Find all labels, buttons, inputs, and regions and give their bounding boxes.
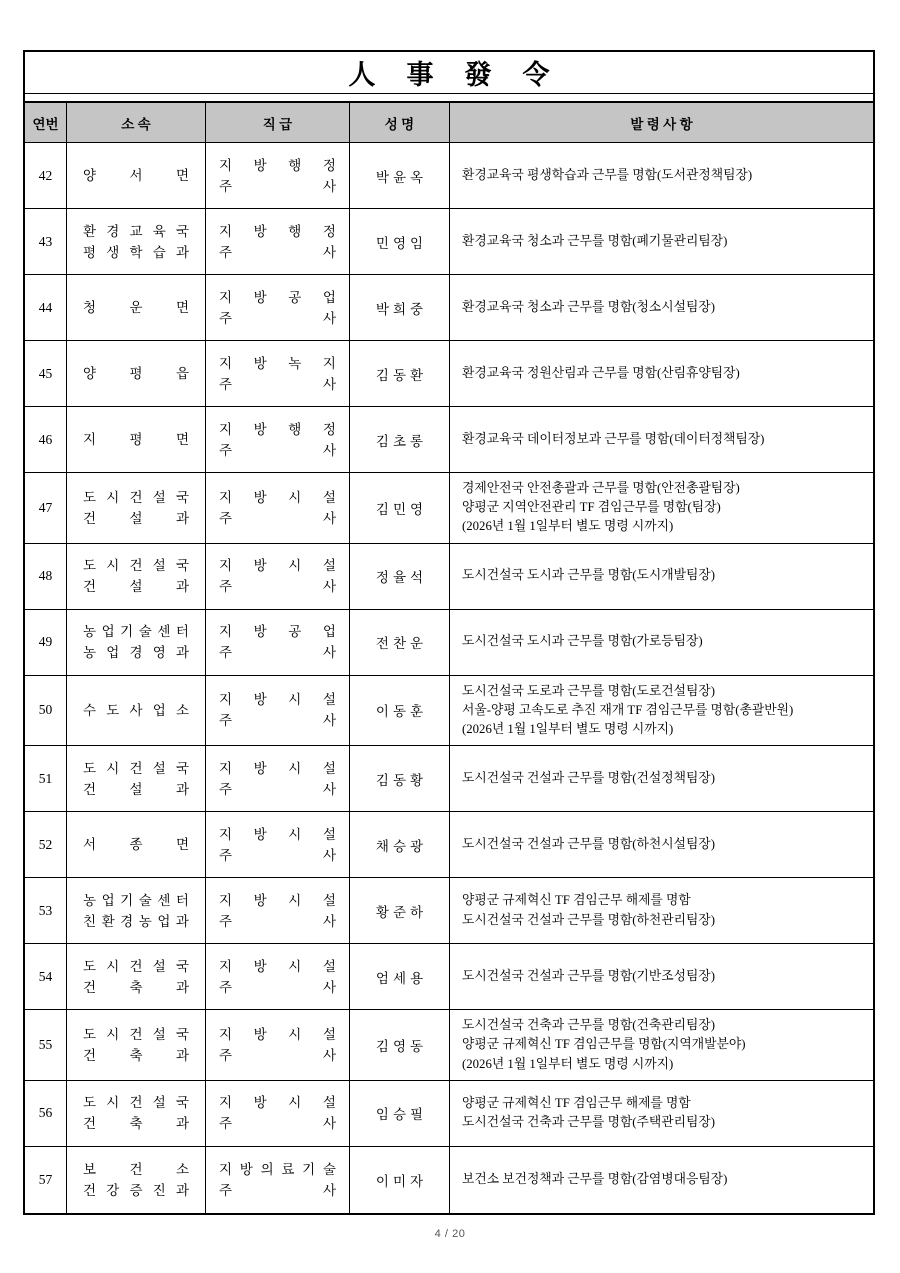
cell-serial-number: 55 [25, 1010, 67, 1080]
cell-name: 이동훈 [350, 676, 450, 746]
cell-name: 김동황 [350, 746, 450, 811]
cell-rank: 지 방 시 설 주 사 [206, 878, 350, 943]
table-rows [25, 143, 873, 1213]
cell-name: 김민영 [350, 473, 450, 543]
cell-serial-number: 56 [25, 1081, 67, 1146]
order-line: 환경교육국 청소과 근무를 명함(폐기물관리팀장) [462, 233, 728, 248]
document-page [23, 50, 875, 1215]
table-row [25, 1010, 873, 1081]
table-row [25, 610, 873, 676]
table-header-row [25, 103, 873, 143]
cell-department: 농 업 기 술 센 터 농 업 경 영 과 [67, 610, 206, 675]
cell-department: 도 시 건 설 국 건 축 과 [67, 1081, 206, 1146]
cell-department: 양 서 면 [67, 143, 206, 208]
order-line: 환경교육국 데이터정보과 근무를 명함(데이터정책팀장) [462, 431, 765, 446]
cell-department: 도 시 건 설 국 건 축 과 [67, 944, 206, 1009]
column-header-orders: 발 령 사 항 [630, 116, 693, 132]
table-row [25, 878, 873, 944]
order-line: 도시건설국 건설과 근무를 명함(건설정책팀장) [462, 771, 715, 786]
cell-name: 박희중 [350, 275, 450, 340]
cell-name: 김영동 [350, 1010, 450, 1080]
table-row [25, 473, 873, 544]
cell-rank: 지 방 시 설 주 사 [206, 944, 350, 1009]
table-row [25, 746, 873, 812]
table-row [25, 1147, 873, 1213]
cell-rank: 지 방 행 정 주 사 [206, 143, 350, 208]
order-line: 서울-양평 고속도로 추진 재개 TF 겸임근무를 명함(총괄반원) [462, 702, 794, 717]
order-line: (2026년 1월 1일부터 별도 명령 시까지) [462, 1056, 674, 1071]
cell-order-details [450, 812, 873, 877]
cell-name: 임승필 [350, 1081, 450, 1146]
table-row [25, 944, 873, 1010]
cell-order-details [450, 275, 873, 340]
cell-name: 박윤옥 [350, 143, 450, 208]
title-row [25, 52, 873, 94]
cell-order-details [450, 473, 873, 543]
cell-department: 환 경 교 육 국 평 생 학 습 과 [67, 209, 206, 274]
order-line: 환경교육국 청소과 근무를 명함(청소시설팀장) [462, 299, 715, 314]
order-line: 양평군 규제혁신 TF 겸임근무 해제를 명함 [462, 1096, 691, 1110]
order-line: 도시건설국 도로과 근무를 명함(도로건설팀장) [462, 683, 715, 698]
order-line: (2026년 1월 1일부터 별도 명령 시까지) [462, 519, 674, 534]
cell-rank: 지 방 시 설 주 사 [206, 746, 350, 811]
cell-rank: 지 방 시 설 주 사 [206, 544, 350, 609]
cell-department: 보 건 소 건 강 증 진 과 [67, 1147, 206, 1213]
cell-serial-number: 45 [25, 341, 67, 406]
cell-serial-number: 52 [25, 812, 67, 877]
table-row [25, 209, 873, 275]
cell-order-details [450, 209, 873, 274]
cell-rank: 지 방 행 정 주 사 [206, 407, 350, 472]
title-spacer [25, 94, 873, 103]
order-line: 도시건설국 건설과 근무를 명함(기반조성팀장) [462, 969, 715, 984]
column-header-name: 성 명 [350, 103, 450, 142]
cell-order-details [450, 878, 873, 943]
column-header-dept: 소 속 [67, 103, 206, 142]
cell-name: 민영임 [350, 209, 450, 274]
cell-serial-number: 43 [25, 209, 67, 274]
cell-rank: 지 방 시 설 주 사 [206, 1081, 350, 1146]
order-line: (2026년 1월 1일부터 별도 명령 시까지) [462, 721, 674, 736]
cell-order-details [450, 544, 873, 609]
order-line: 양평군 규제혁신 TF 겸임근무를 명함(지역개발분야) [462, 1037, 746, 1052]
cell-name: 김동환 [350, 341, 450, 406]
column-header-no: 연번 [25, 103, 67, 142]
table-row [25, 143, 873, 209]
table-row [25, 812, 873, 878]
order-line: 보건소 보건정책과 근무를 명함(감염병대응팀장) [462, 1172, 728, 1187]
cell-department: 도 시 건 설 국 건 설 과 [67, 473, 206, 543]
cell-department: 농 업 기 술 센 터 친 환 경 농 업 과 [67, 878, 206, 943]
cell-order-details [450, 143, 873, 208]
cell-department: 도 시 건 설 국 건 설 과 [67, 544, 206, 609]
cell-department: 도 시 건 설 국 건 설 과 [67, 746, 206, 811]
cell-serial-number: 50 [25, 676, 67, 746]
cell-order-details [450, 1147, 873, 1213]
cell-department: 서 종 면 [67, 812, 206, 877]
cell-order-details [450, 407, 873, 472]
cell-name: 김초롱 [350, 407, 450, 472]
table-row [25, 1081, 873, 1147]
cell-rank: 지 방 공 업 주 사 [206, 275, 350, 340]
cell-department: 청 운 면 [67, 275, 206, 340]
order-line: 양평군 지역안전관리 TF 겸임근무를 명함(팀장) [462, 500, 721, 515]
page-title: 人 事 發 令 [348, 60, 562, 90]
cell-rank: 지 방 녹 지 주 사 [206, 341, 350, 406]
cell-name: 정율석 [350, 544, 450, 609]
cell-order-details [450, 1081, 873, 1146]
order-line: 도시건설국 건축과 근무를 명함(주택관리팀장) [462, 1115, 715, 1130]
cell-name: 이미자 [350, 1147, 450, 1213]
order-line: 도시건설국 건설과 근무를 명함(하천시설팀장) [462, 837, 715, 852]
personnel-order-table [23, 50, 875, 1215]
cell-department: 양 평 읍 [67, 341, 206, 406]
cell-serial-number: 46 [25, 407, 67, 472]
cell-serial-number: 57 [25, 1147, 67, 1213]
cell-rank: 지 방 시 설 주 사 [206, 1010, 350, 1080]
cell-rank: 지 방 의 료 기 술 주 사 [206, 1147, 350, 1213]
order-line: 도시건설국 도시과 근무를 명함(가로등팀장) [462, 634, 703, 649]
table-row [25, 544, 873, 610]
cell-department: 수 도 사 업 소 [67, 676, 206, 746]
order-line: 도시건설국 건축과 근무를 명함(건축관리팀장) [462, 1018, 715, 1033]
cell-serial-number: 51 [25, 746, 67, 811]
cell-serial-number: 54 [25, 944, 67, 1009]
order-line: 도시건설국 건설과 근무를 명함(하천관리팀장) [462, 912, 715, 927]
cell-order-details [450, 676, 873, 746]
page-number: 4 / 20 [434, 1228, 466, 1240]
order-line: 경제안전국 안전총괄과 근무를 명함(안전총괄팀장) [462, 481, 740, 495]
order-line: 환경교육국 정원산림과 근무를 명함(산림휴양팀장) [462, 365, 740, 380]
order-line: 양평군 규제혁신 TF 겸임근무 해제를 명함 [462, 893, 691, 908]
cell-name: 채승광 [350, 812, 450, 877]
order-line: 도시건설국 도시과 근무를 명함(도시개발팀장) [462, 568, 715, 583]
cell-serial-number: 49 [25, 610, 67, 675]
cell-order-details [450, 610, 873, 675]
cell-serial-number: 47 [25, 473, 67, 543]
table-row [25, 275, 873, 341]
cell-rank: 지 방 공 업 주 사 [206, 610, 350, 675]
cell-serial-number: 48 [25, 544, 67, 609]
cell-serial-number: 42 [25, 143, 67, 208]
table-row [25, 407, 873, 473]
table-row [25, 676, 873, 747]
order-line: 환경교육국 평생학습과 근무를 명함(도서관정책팀장) [462, 167, 753, 182]
cell-order-details [450, 944, 873, 1009]
cell-rank: 지 방 시 설 주 사 [206, 676, 350, 746]
cell-name: 전찬운 [350, 610, 450, 675]
cell-rank: 지 방 행 정 주 사 [206, 209, 350, 274]
cell-department: 지 평 면 [67, 407, 206, 472]
cell-order-details [450, 746, 873, 811]
cell-name: 엄세용 [350, 944, 450, 1009]
cell-serial-number: 53 [25, 878, 67, 943]
table-row [25, 341, 873, 407]
cell-serial-number: 44 [25, 275, 67, 340]
cell-rank: 지 방 시 설 주 사 [206, 812, 350, 877]
cell-rank: 지 방 시 설 주 사 [206, 473, 350, 543]
cell-department: 도 시 건 설 국 건 축 과 [67, 1010, 206, 1080]
cell-order-details [450, 1010, 873, 1080]
cell-name: 황준하 [350, 878, 450, 943]
column-header-rank: 직 급 [206, 103, 350, 142]
cell-order-details [450, 341, 873, 406]
